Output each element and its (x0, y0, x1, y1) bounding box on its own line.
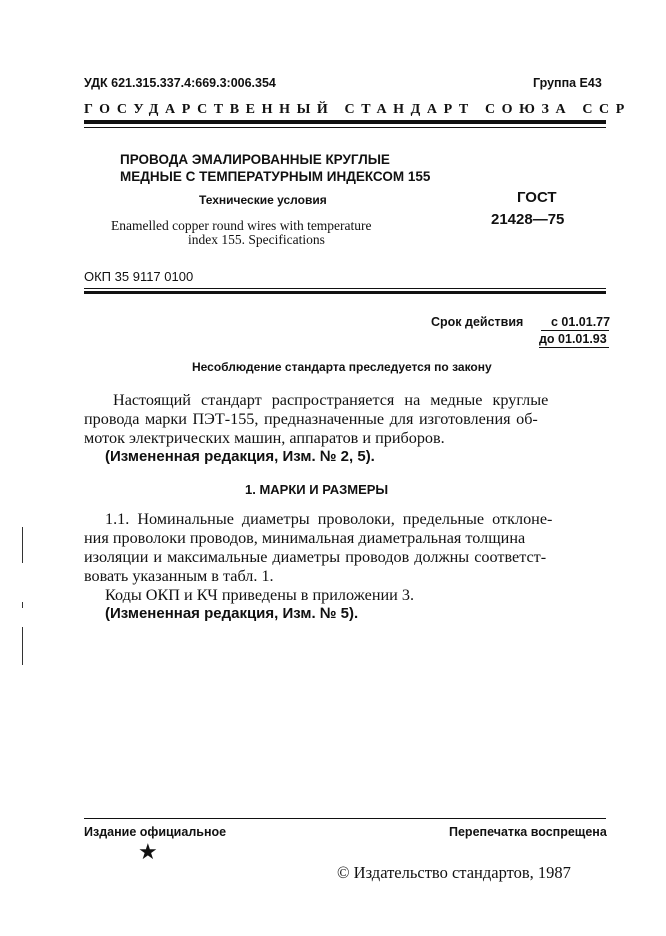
margin-change-bar-3 (22, 627, 23, 665)
reprint-prohibited-label: Перепечатка воспрещена (449, 825, 607, 839)
gost-number: 21428—75 (491, 211, 565, 228)
okp-thick-rule (84, 291, 606, 294)
intro-line-1: Настоящий стандарт распространяется на медные круглые (113, 391, 549, 409)
copyright-notice: © Издательство стандартов, 1987 (337, 863, 571, 882)
intro-line-3: моток электрических машин, аппаратов и приборов. (84, 429, 445, 447)
section-1-line-5: Коды ОКП и КЧ приведены в приложении 3. (105, 586, 415, 604)
gost-label: ГОСТ (517, 189, 557, 206)
section-1-line-1: 1.1. Номинальные диаметры проволоки, предельные отклоне- (105, 510, 553, 528)
section-1-line-2: ния проволоки проводов, минимальная диаметральная толщина (84, 529, 526, 547)
validity-to: до 01.01.93 (539, 332, 607, 346)
law-notice: Несоблюдение стандарта преследуется по закону (192, 360, 492, 374)
title-line-2: МЕДНЫЕ С ТЕМПЕРАТУРНЫМ ИНДЕКСОМ 155 (120, 169, 431, 184)
header-thick-rule (84, 120, 606, 124)
english-title-line-1: Enamelled copper round wires with temperature (111, 218, 372, 233)
okp-code: ОКП 35 9117 0100 (84, 269, 194, 284)
subtitle: Технические условия (199, 193, 327, 207)
footer-rule (84, 818, 606, 819)
margin-change-bar-1 (22, 527, 23, 563)
star-icon: ★ (138, 839, 158, 864)
validity-to-underline (539, 347, 609, 348)
section-1-line-3: изоляции и максимальные диаметры проводов должны соответст- (84, 548, 547, 566)
gos-standard-banner: ГОСУДАРСТВЕННЫЙ СТАНДАРТ СОЮЗА ССР (84, 102, 631, 117)
validity-from-underline (541, 330, 609, 331)
title-line-1: ПРОВОДА ЭМАЛИРОВАННЫЕ КРУГЛЫЕ (120, 152, 390, 167)
intro-line-2: провода марки ПЭТ-155, предназначенные для изготовления об- (84, 410, 538, 428)
margin-change-bar-2 (22, 602, 23, 608)
section-1-edition-note: (Измененная редакция, Изм. № 5). (105, 605, 359, 622)
validity-from: с 01.01.77 (551, 315, 611, 329)
english-title-line-2: index 155. Specifications (188, 232, 325, 247)
udk-code: УДК 621.315.337.4:669.3:006.354 (84, 76, 276, 90)
group-code: Группа Е43 (533, 76, 602, 90)
validity-label: Срок действия (431, 315, 524, 329)
header-thin-rule (84, 127, 606, 128)
okp-thin-rule (84, 288, 606, 289)
intro-edition-note: (Измененная редакция, Изм. № 2, 5). (105, 448, 375, 465)
section-1-heading: 1. МАРКИ И РАЗМЕРЫ (245, 482, 389, 497)
section-1-line-4: вовать указанным в табл. 1. (84, 567, 274, 585)
official-edition-label: Издание официальное (84, 825, 227, 839)
